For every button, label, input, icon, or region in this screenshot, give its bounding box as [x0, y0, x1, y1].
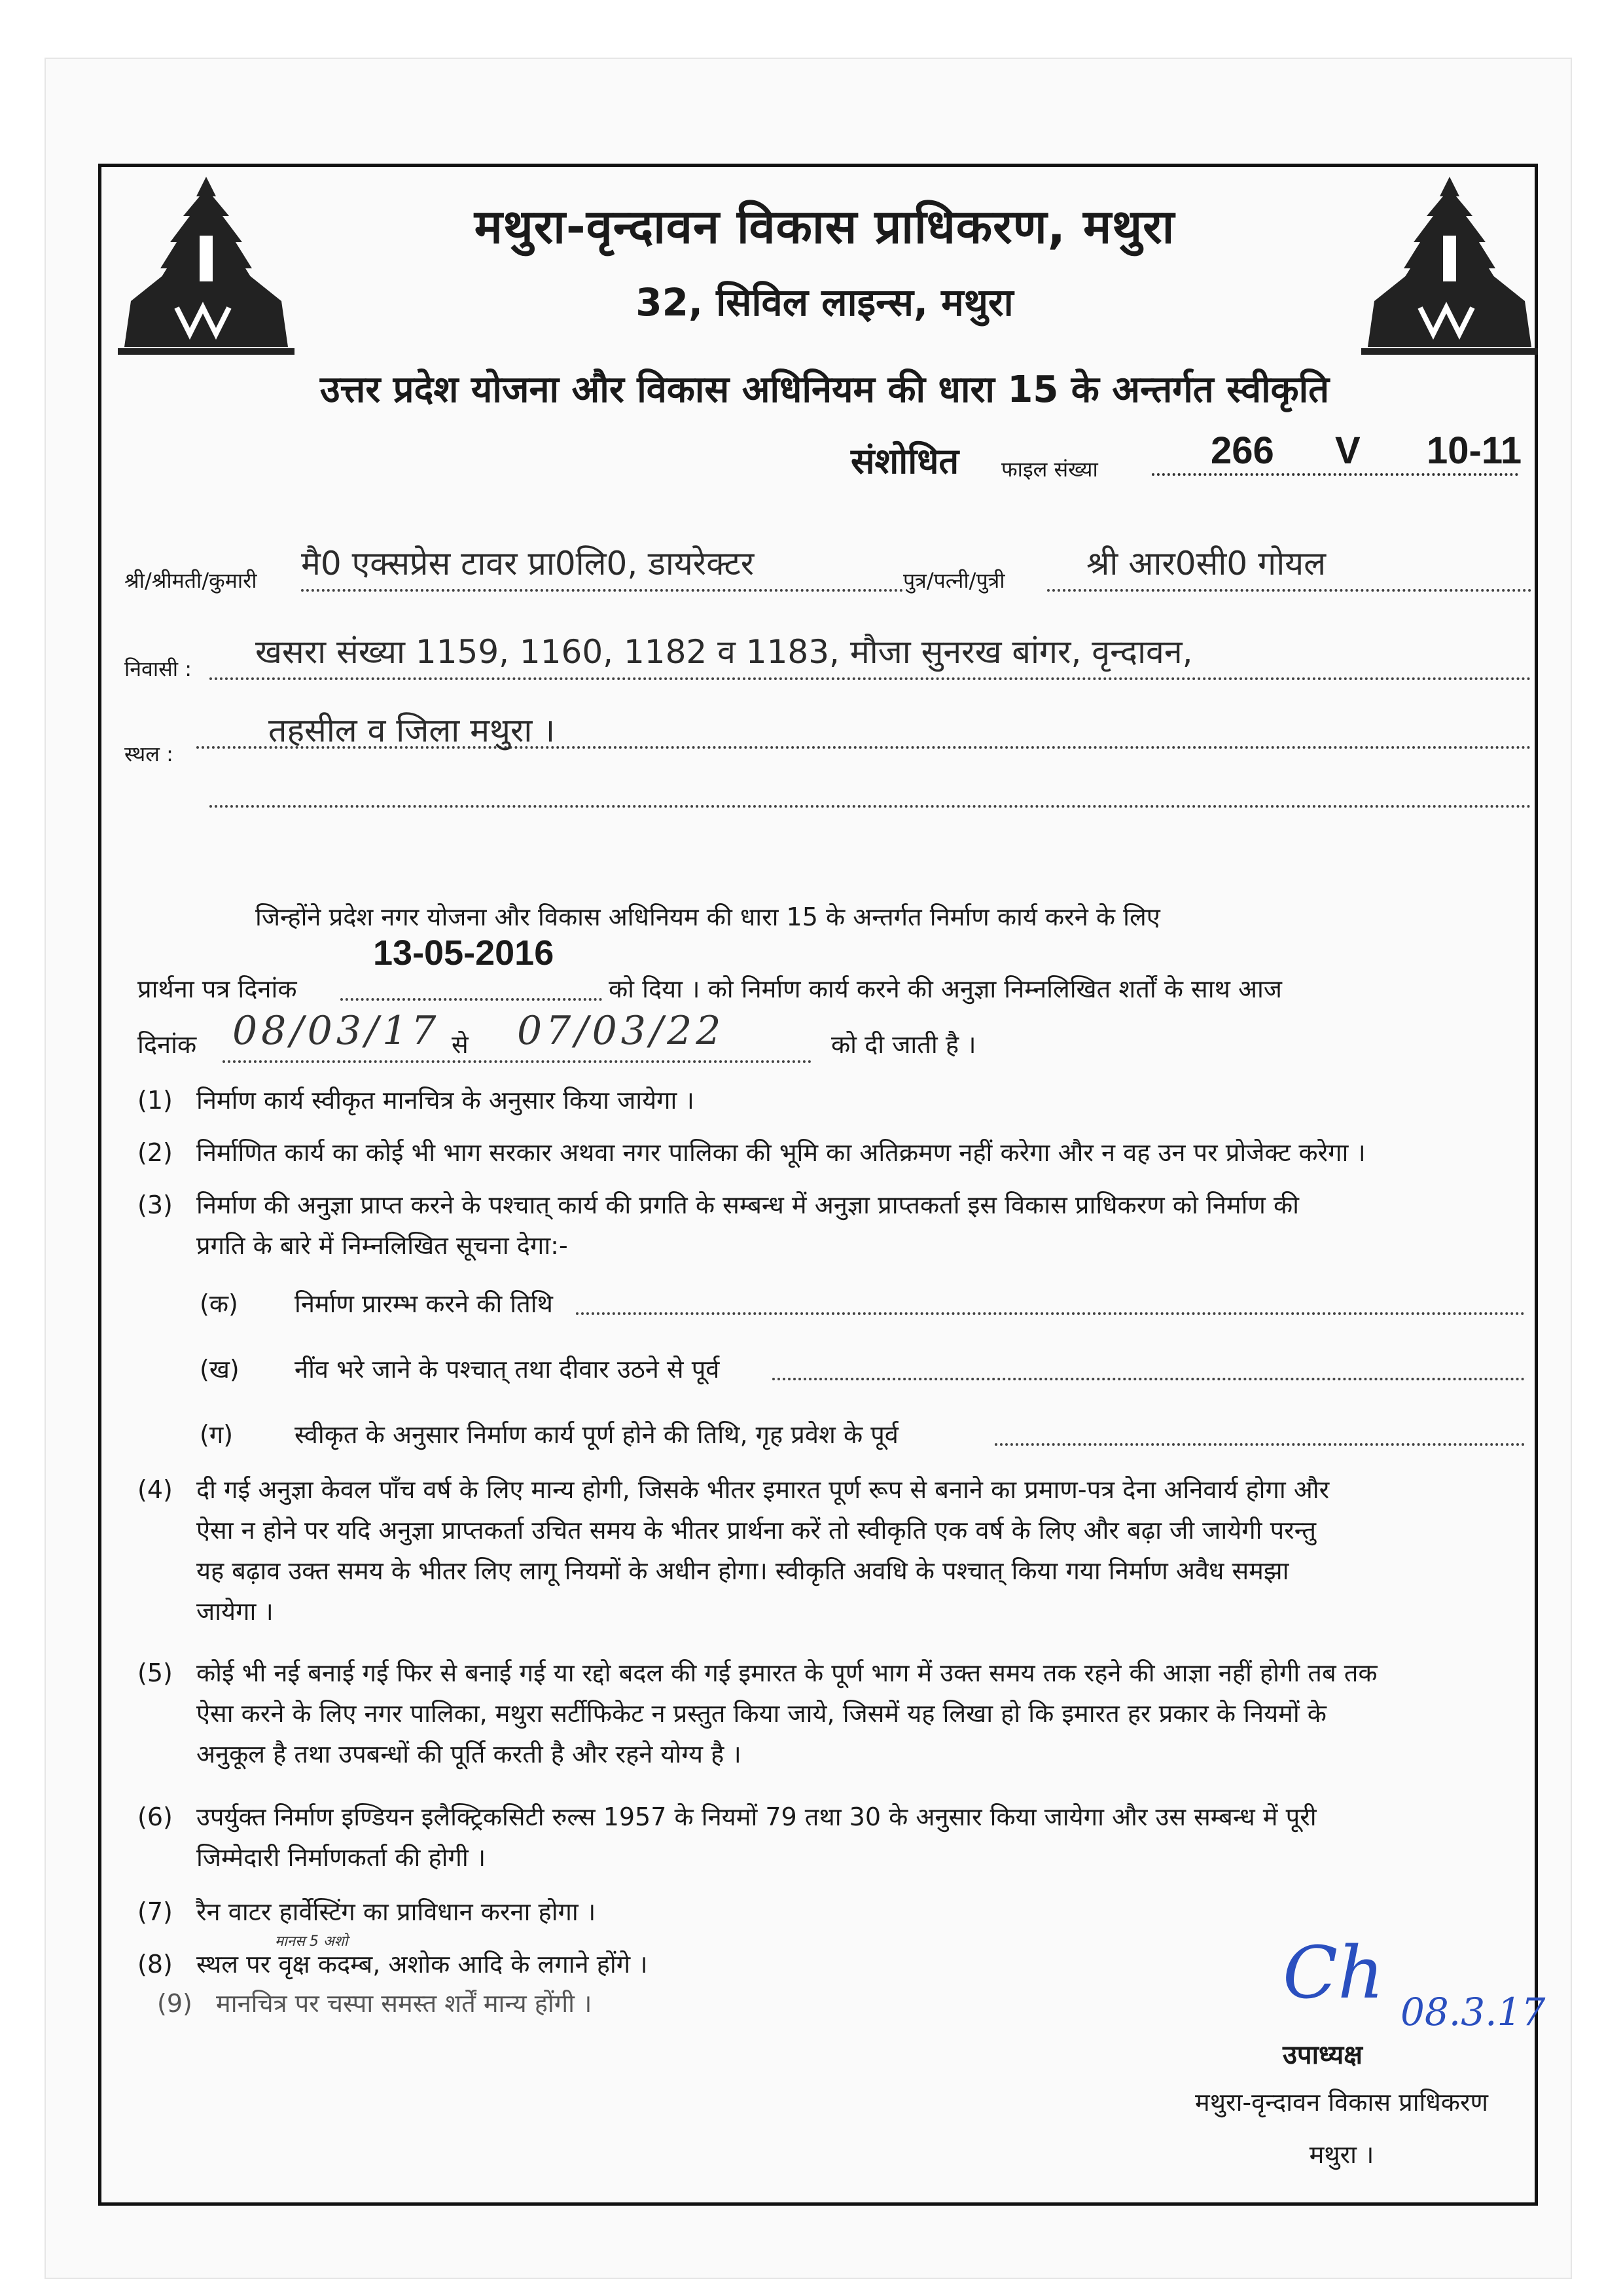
condition-text: कोई भी नई बनाई गई फिर से बनाई गई या रद्दो बदल की गई इमारत के पूर्ण भाग में उक्त समय तक रहने की आज्ञा नहीं होगी तब तक — [196, 1659, 1378, 1687]
condition-number: (9) — [157, 1989, 192, 2018]
file-number-part3: 10-11 — [1427, 429, 1522, 472]
condition-number: (8) — [137, 1950, 173, 1979]
condition-text: निर्माणित कार्य का कोई भी भाग सरकार अथवा नगर पालिका की भूमि का अतिक्रमण नहीं करेगा और न वह उन पर प्रोजेक्ट करेगा । — [196, 1138, 1366, 1167]
name-label: श्री/श्रीमती/कुमारी — [124, 568, 257, 593]
condition-text: जिम्मेदारी निर्माणकर्ता की होगी । — [196, 1843, 486, 1872]
condition-number: (1) — [137, 1086, 173, 1115]
condition-4 — [137, 1469, 1329, 1632]
condition-number: (7) — [137, 1897, 173, 1926]
signatory-city: मथुरा । — [1309, 2140, 1374, 2169]
signatory-authority: मथुरा-वृन्दावन विकास प्राधिकरण — [1195, 2088, 1488, 2117]
intro-line-1: जिन्होंने प्रदेश नगर योजना और विकास अधिनियम की धारा 15 के अन्तर्गत निर्माण कार्य करने के लिए — [255, 903, 1160, 931]
resident-dotline — [209, 677, 1531, 680]
condition-number: (4) — [137, 1475, 173, 1504]
given-text: को दी जाती है । — [831, 1030, 976, 1059]
signature-initials: Ch — [1283, 1931, 1385, 2015]
sub-item-text: स्वीकृत के अनुसार निर्माण कार्य पूर्ण होने की तिथि, गृह प्रवेश के पूर्व — [294, 1420, 899, 1449]
condition-text: उपर्युक्त निर्माण इण्डियन इलैक्ट्रिकसिटी रुल्स 1957 के नियमों 79 तथा 30 के अनुसार किया जायेगा और उस सम्बन्ध में पूरी — [196, 1803, 1317, 1831]
condition-text: मानचित्र पर चस्पा समस्त शर्तें मान्य होंगी । — [216, 1989, 592, 2018]
temple-logo-icon — [118, 170, 294, 360]
condition-9 — [157, 1983, 592, 2024]
sub-item-ka-dotline — [576, 1312, 1525, 1315]
place-label: स्थल : — [124, 742, 173, 766]
condition-text: निर्माण की अनुज्ञा प्राप्त करने के पश्चात् कार्य की प्रगति के सम्बन्ध में अनुज्ञा प्राप्तकर्ता इस विकास प्राधिकरण को निर्माण की — [196, 1191, 1300, 1219]
condition-text: जायेगा । — [196, 1597, 274, 1626]
signatory-title: उपाध्यक्ष — [1283, 2040, 1363, 2070]
place-value: तहसील व जिला मथुरा । — [268, 711, 556, 749]
signature-date: 08.3.17 — [1400, 1990, 1546, 2034]
organization-name: मथुरा-वृन्दावन विकास प्राधिकरण, मथुरा — [474, 199, 1175, 254]
condition-1 — [137, 1080, 694, 1121]
file-number-label: फाइल संख्या — [1001, 457, 1098, 482]
condition-number: (6) — [137, 1803, 173, 1831]
temple-logo-icon — [1361, 170, 1538, 360]
resident-value: खसरा संख्या 1159, 1160, 1182 व 1183, मौजा सुनरख बांगर, वृन्दावन, — [255, 633, 1193, 671]
condition-text: प्रगति के बारे में निम्नलिखित सूचना देगा:- — [196, 1231, 568, 1260]
condition-text: रैन वाटर हार्वेस्टिंग का प्राविधान करना होगा । — [196, 1897, 596, 1926]
name-value: मै0 एक्सप्रेस टावर प्रा0लि0, डायरेक्टर — [301, 545, 755, 583]
relation-label: पुत्र/पत्नी/पुत्री — [903, 568, 1005, 593]
condition-8 — [137, 1944, 648, 1984]
sub-item-number: (ख) — [200, 1355, 240, 1384]
condition-7 — [137, 1892, 596, 1932]
file-number-row — [851, 429, 1531, 488]
validity-date-dotline — [223, 1060, 812, 1063]
approval-heading: उत्तर प्रदेश योजना और विकास अधिनियम की धारा 15 के अन्तर्गत स्वीकृति — [319, 368, 1330, 411]
condition-text: दी गई अनुज्ञा केवल पाँच वर्ष के लिए मान्य होगी, जिसके भीतर इमारत पूर्ण रूप से बनाने का प्रमाण-पत्र देना अनिवार्य होगा और — [196, 1475, 1330, 1504]
file-number-part1: 266 — [1211, 429, 1274, 472]
sub-item-kha-dotline — [772, 1378, 1525, 1380]
sub-item-number: (क) — [200, 1289, 238, 1318]
amended-label: संशोधित — [851, 440, 959, 482]
handwritten-note: मानस 5 अशो — [275, 1933, 348, 1950]
condition-text: निर्माण कार्य स्वीकृत मानचित्र के अनुसार किया जायेगा । — [196, 1086, 694, 1115]
valid-to-date: 07/03/22 — [517, 1008, 725, 1054]
resident-label: निवासी : — [124, 656, 192, 681]
condition-text: ऐसा करने के लिए नगर पालिका, मथुरा सर्टीफिकेट न प्रस्तुत किया जाये, जिसमें यह लिखा हो कि इमारत हर प्रकार के नियमों के — [196, 1699, 1327, 1728]
condition-number: (2) — [137, 1138, 173, 1167]
file-number-part2: V — [1335, 429, 1361, 472]
file-number-dotline — [1152, 473, 1518, 476]
valid-from-date: 08/03/17 — [232, 1008, 440, 1054]
condition-3 — [137, 1185, 1299, 1266]
sub-item-ka — [200, 1286, 553, 1320]
to-word: से — [452, 1030, 469, 1059]
sub-item-ga — [200, 1417, 899, 1451]
intro-line-2: को दिया । को निर्माण कार्य करने की अनुज्ञा निम्नलिखित शर्तों के साथ आज — [609, 975, 1282, 1003]
application-date-dotline — [340, 998, 602, 1001]
application-date: 13-05-2016 — [373, 933, 554, 973]
condition-text: ऐसा न होने पर यदि अनुज्ञा प्राप्तकर्ता उचित समय के भीतर प्रार्थना करें तो स्वीकृति एक वर्ष के लिए और बढ़ा जी जायेगी परन्तु — [196, 1516, 1317, 1545]
sub-item-text: निर्माण प्रारम्भ करने की तिथि — [294, 1289, 553, 1318]
condition-text: यह बढ़ाव उक्त समय के भीतर लिए लागू नियमों के अधीन होगा। स्वीकृति अवधि के पश्चात् किया गया निर्माण अवैध समझा — [196, 1556, 1289, 1585]
relation-dotline — [1047, 589, 1531, 592]
sub-item-number: (ग) — [200, 1420, 234, 1449]
blank-dotline — [209, 805, 1531, 808]
condition-2 — [137, 1132, 1366, 1173]
name-dotline — [301, 589, 903, 592]
sub-item-ga-dotline — [995, 1443, 1525, 1446]
sub-item-text: नींव भरे जाने के पश्चात् तथा दीवार उठने से पूर्व — [294, 1355, 720, 1384]
application-date-label: प्रार्थना पत्र दिनांक — [137, 975, 297, 1003]
condition-number: (3) — [137, 1191, 173, 1219]
condition-5 — [137, 1653, 1378, 1774]
organization-address: 32, सिविल लाइन्स, मथुरा — [635, 280, 1014, 325]
condition-text: स्थल पर वृक्ष कदम्ब, अशोक आदि के लगाने होंगे । — [196, 1950, 648, 1979]
sub-item-kha — [200, 1352, 719, 1386]
condition-text: अनुकूल है तथा उपबन्धों की पूर्ति करती है और रहने योग्य है । — [196, 1740, 741, 1768]
condition-number: (5) — [137, 1659, 173, 1687]
condition-6 — [137, 1797, 1317, 1878]
relation-value: श्री आर0सी0 गोयल — [1086, 545, 1327, 583]
validity-date-label: दिनांक — [137, 1030, 197, 1059]
